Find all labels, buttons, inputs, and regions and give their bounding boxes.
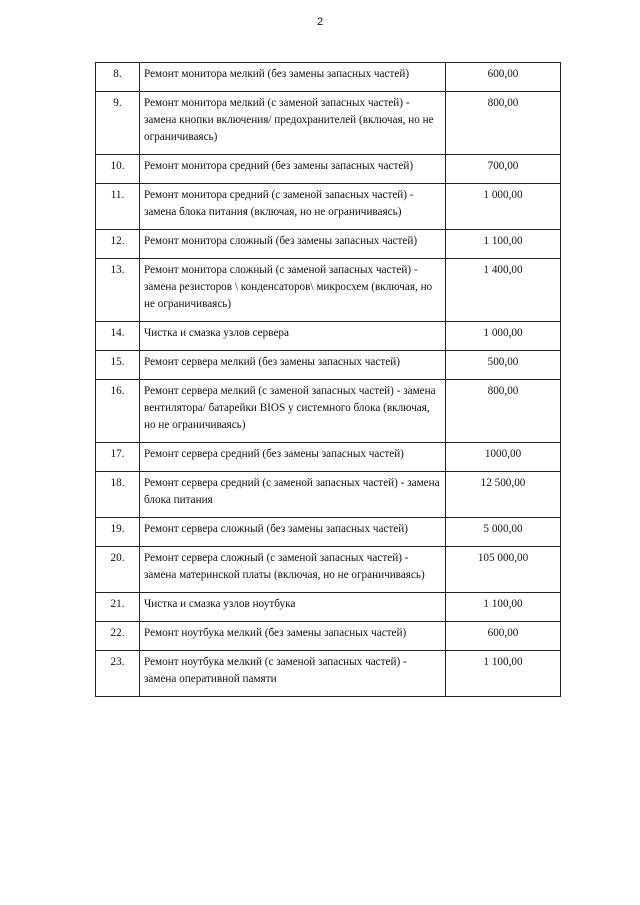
service-description-cell: Ремонт сервера средний (без замены запасных частей) <box>140 443 446 472</box>
table-row <box>96 155 561 184</box>
service-description-cell: Ремонт сервера сложный (с заменой запасных частей) - замена материнской платы (включая, но не ограничиваясь) <box>140 547 446 593</box>
row-number-cell: 23. <box>96 651 140 697</box>
table-row <box>96 622 561 651</box>
row-number-cell: 13. <box>96 259 140 322</box>
row-number-cell: 22. <box>96 622 140 651</box>
price-cell: 12 500,00 <box>446 472 561 518</box>
service-description-cell: Чистка и смазка узлов сервера <box>140 322 446 351</box>
row-number-cell: 10. <box>96 155 140 184</box>
table-row <box>96 472 561 518</box>
price-cell: 1 000,00 <box>446 322 561 351</box>
service-description-cell: Ремонт сервера мелкий (с заменой запасных частей) - замена вентилятора/ батарейки BIOS у системного блока (включая, но не ограничиваясь) <box>140 380 446 443</box>
table-row <box>96 184 561 230</box>
service-description-cell: Ремонт монитора мелкий (без замены запасных частей) <box>140 63 446 92</box>
table-row <box>96 443 561 472</box>
table-row <box>96 92 561 155</box>
row-number-cell: 20. <box>96 547 140 593</box>
price-cell: 1 000,00 <box>446 184 561 230</box>
table-row <box>96 259 561 322</box>
row-number-cell: 15. <box>96 351 140 380</box>
table-row <box>96 518 561 547</box>
row-number-cell: 19. <box>96 518 140 547</box>
service-description-cell: Ремонт монитора сложный (с заменой запасных частей) - замена резисторов \ конденсаторов\ микросхем (включая, но не ограничиваясь) <box>140 259 446 322</box>
price-cell: 1 100,00 <box>446 593 561 622</box>
price-cell: 1 100,00 <box>446 230 561 259</box>
service-description-cell: Ремонт ноутбука мелкий (без замены запасных частей) <box>140 622 446 651</box>
price-cell: 1 100,00 <box>446 651 561 697</box>
price-cell: 800,00 <box>446 92 561 155</box>
table-row <box>96 63 561 92</box>
row-number-cell: 21. <box>96 593 140 622</box>
service-description-cell: Ремонт монитора средний (с заменой запасных частей) - замена блока питания (включая, но не ограничиваясь) <box>140 184 446 230</box>
table-row <box>96 593 561 622</box>
service-description-cell: Ремонт сервера средний (с заменой запасных частей) - замена блока питания <box>140 472 446 518</box>
service-description-cell: Чистка и смазка узлов ноутбука <box>140 593 446 622</box>
table-row <box>96 351 561 380</box>
row-number-cell: 12. <box>96 230 140 259</box>
service-description-cell: Ремонт сервера сложный (без замены запасных частей) <box>140 518 446 547</box>
table-row <box>96 322 561 351</box>
price-cell: 600,00 <box>446 622 561 651</box>
table-row <box>96 230 561 259</box>
row-number-cell: 14. <box>96 322 140 351</box>
table-row <box>96 651 561 697</box>
row-number-cell: 18. <box>96 472 140 518</box>
service-description-cell: Ремонт ноутбука мелкий (с заменой запасных частей) - замена оперативной памяти <box>140 651 446 697</box>
price-cell: 5 000,00 <box>446 518 561 547</box>
price-cell: 1000,00 <box>446 443 561 472</box>
page-number: 2 <box>316 16 324 28</box>
price-cell: 600,00 <box>446 63 561 92</box>
price-cell: 1 400,00 <box>446 259 561 322</box>
service-description-cell: Ремонт сервера мелкий (без замены запасных частей) <box>140 351 446 380</box>
price-cell: 700,00 <box>446 155 561 184</box>
table-row <box>96 380 561 443</box>
row-number-cell: 17. <box>96 443 140 472</box>
table-row <box>96 547 561 593</box>
service-description-cell: Ремонт монитора средний (без замены запасных частей) <box>140 155 446 184</box>
price-cell: 800,00 <box>446 380 561 443</box>
service-description-cell: Ремонт монитора сложный (без замены запасных частей) <box>140 230 446 259</box>
row-number-cell: 8. <box>96 63 140 92</box>
row-number-cell: 9. <box>96 92 140 155</box>
service-description-cell: Ремонт монитора мелкий (с заменой запасных частей) - замена кнопки включения/ предохранителей (включая, но не ограничиваясь) <box>140 92 446 155</box>
price-cell: 105 000,00 <box>446 547 561 593</box>
table-body <box>96 63 561 697</box>
row-number-cell: 11. <box>96 184 140 230</box>
row-number-cell: 16. <box>96 380 140 443</box>
price-table <box>95 62 561 697</box>
price-cell: 500,00 <box>446 351 561 380</box>
